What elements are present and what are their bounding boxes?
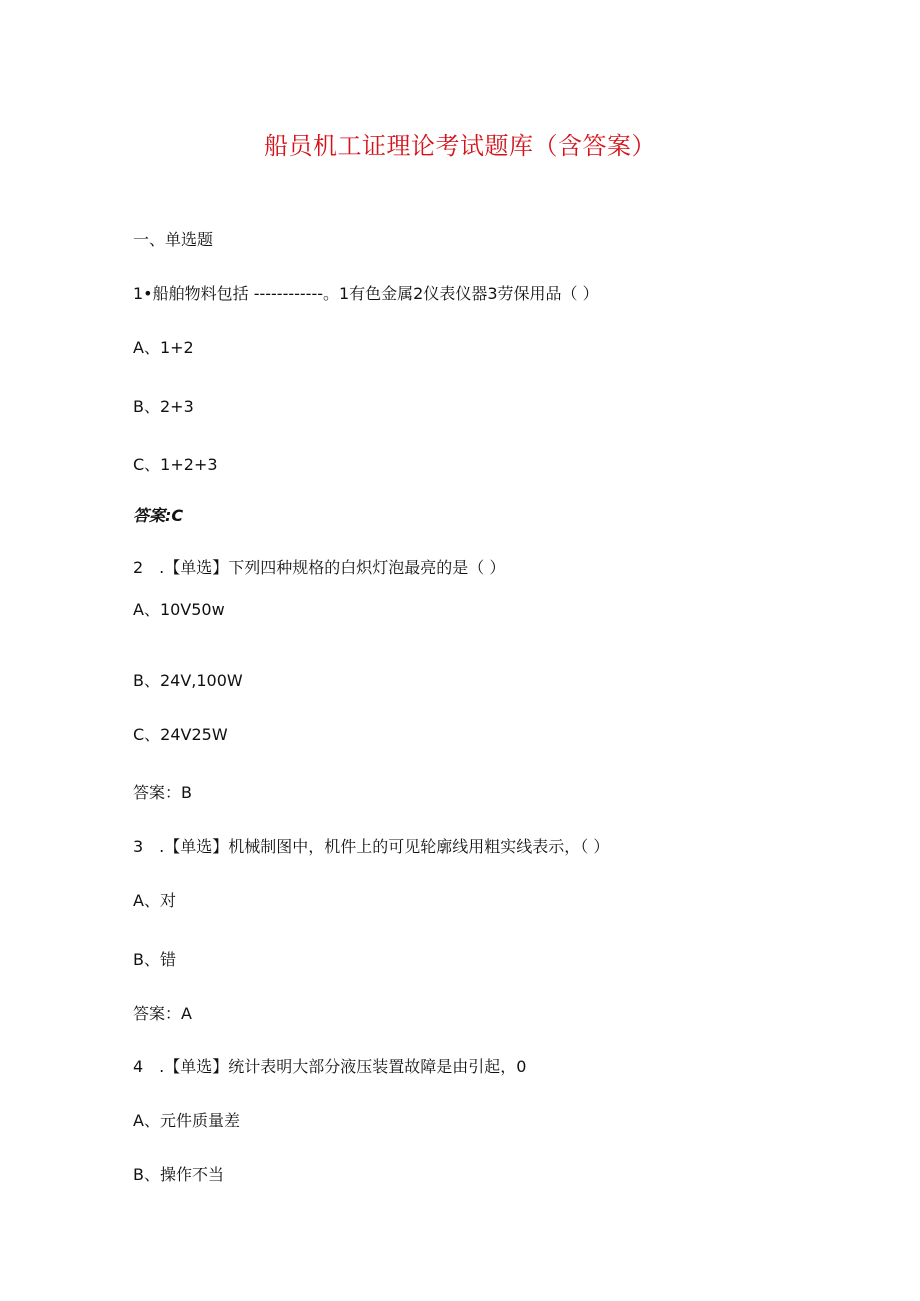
question-1-answer: 答案:C	[133, 506, 184, 525]
question-3-option-a: A、对	[133, 891, 176, 910]
document-title: 船员机工证理论考试题库（含答案）	[264, 132, 656, 160]
question-1-option-b: B、2+3	[133, 397, 194, 416]
question-4-stem: 4 .【单选】统计表明大部分液压装置故障是由引起，0	[133, 1057, 527, 1076]
question-1-option-a: A、1+2	[133, 338, 194, 357]
question-3-answer: 答案：A	[133, 1004, 192, 1023]
question-3-option-b: B、错	[133, 950, 176, 969]
question-1-stem: 1•船舶物料包括 ------------。1有色金属2仪表仪器3劳保用品（ ）	[133, 284, 599, 303]
question-2-answer: 答案：B	[133, 783, 192, 802]
question-1-option-c: C、1+2+3	[133, 455, 218, 474]
question-3-stem: 3 .【单选】机械制图中，机件上的可见轮廓线用粗实线表示，（ ）	[133, 837, 610, 856]
question-4-option-b: B、操作不当	[133, 1165, 224, 1184]
question-2-option-b: B、24V,100W	[133, 671, 243, 690]
question-2-stem: 2 .【单选】下列四种规格的白炽灯泡最亮的是（ ）	[133, 558, 506, 577]
section-heading: 一、单选题	[133, 230, 214, 249]
question-2-option-c: C、24V25W	[133, 725, 228, 744]
question-2-option-a: A、10V50w	[133, 600, 225, 619]
question-4-option-a: A、元件质量差	[133, 1111, 240, 1130]
